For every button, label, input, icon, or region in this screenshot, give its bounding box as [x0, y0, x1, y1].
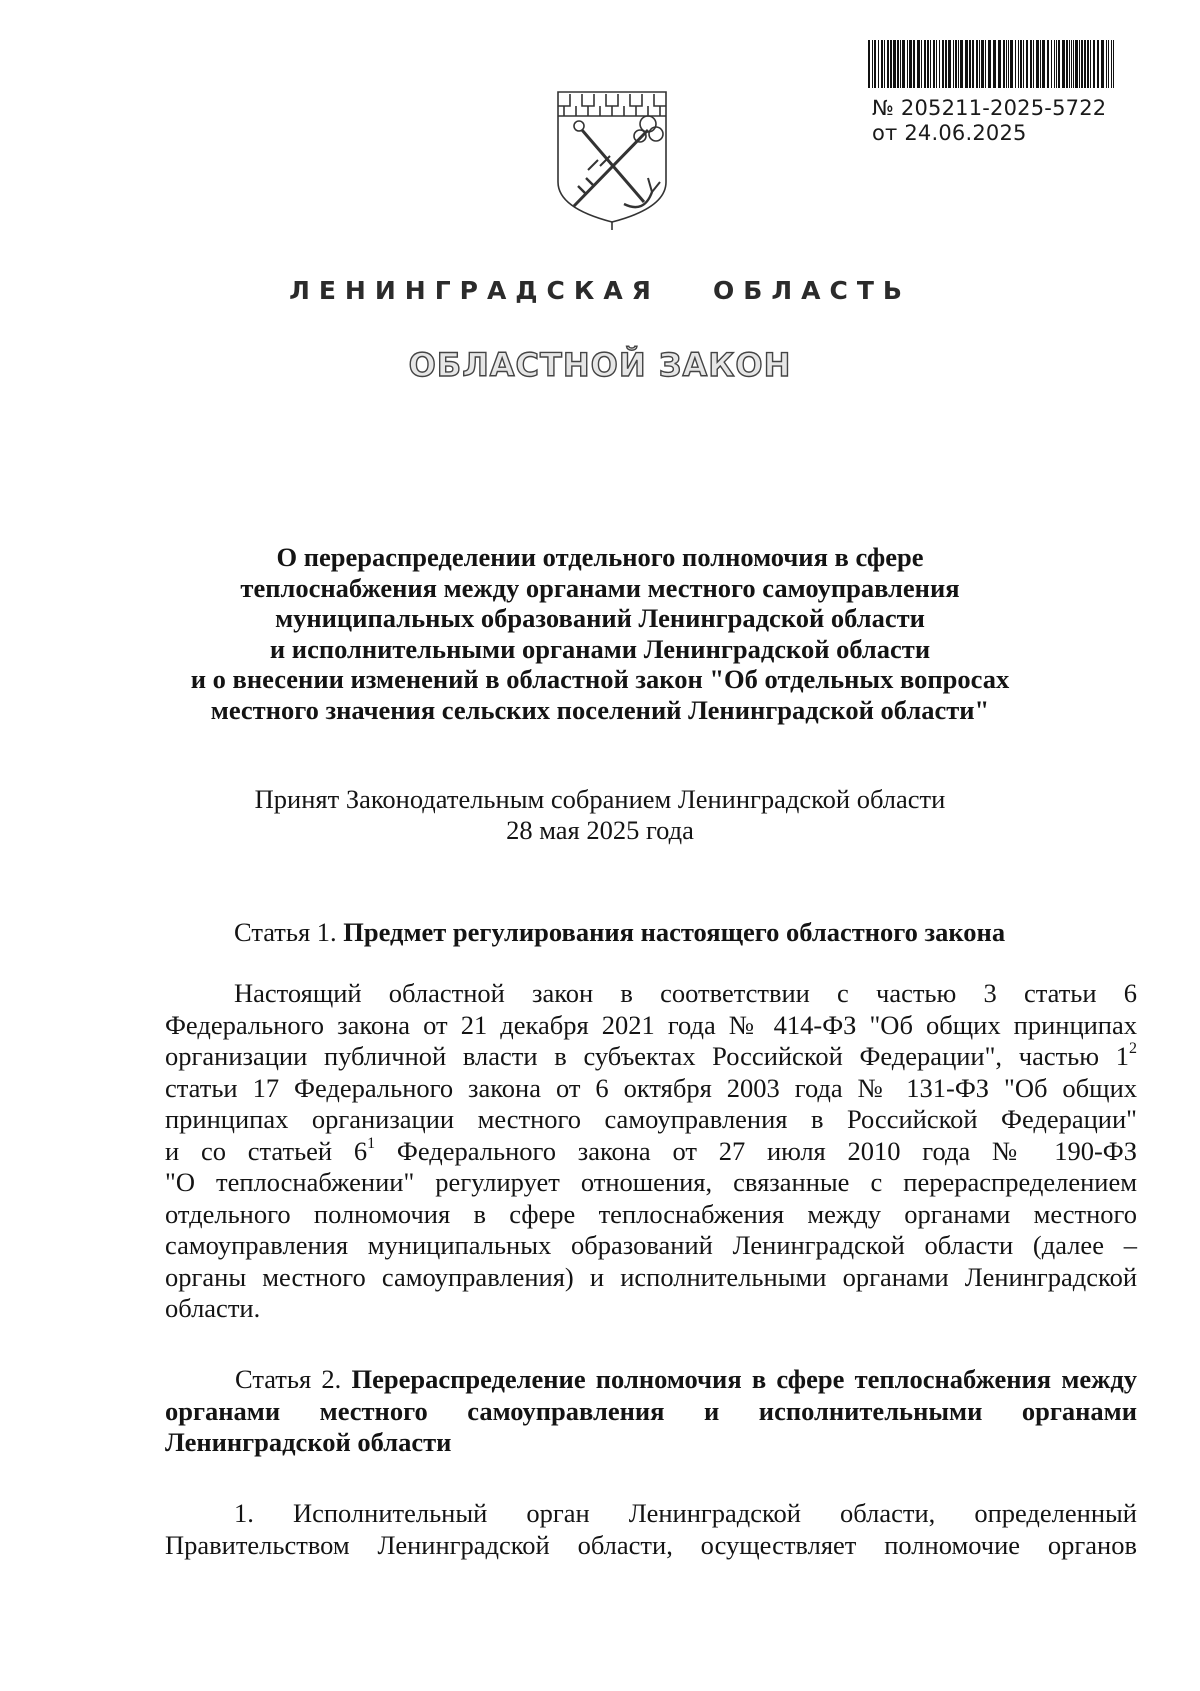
barcode-bar	[1106, 40, 1107, 88]
barcode-bar	[1056, 40, 1057, 88]
barcode-bar	[921, 40, 922, 88]
superscript: 1	[367, 1134, 376, 1152]
paragraph-line-text: Федерального закона от 27 июля 2010 года № 190-ФЗ	[375, 1135, 1138, 1166]
barcode-bar	[1058, 40, 1060, 88]
barcode-bar	[972, 40, 974, 88]
paragraph-line: Настоящий областной закон в соответствии с частью 3 статьи 6	[234, 978, 1137, 1008]
law-title-line: и о внесении изменений в областной закон "Об отдельных вопросах	[190, 664, 1010, 694]
barcode-bar	[1081, 40, 1083, 88]
barcode-bar	[965, 40, 968, 88]
barcode-bar	[893, 40, 896, 88]
barcode-bar	[942, 40, 944, 88]
barcode-bar	[924, 40, 926, 88]
barcode-bar	[1020, 40, 1022, 88]
barcode-bar	[948, 40, 951, 88]
barcode-bar	[1101, 40, 1104, 88]
barcode-bar	[981, 40, 984, 88]
article-1-label: Статья 1.	[234, 917, 337, 947]
paragraph-line	[165, 1041, 1137, 1073]
barcode-bar	[1111, 40, 1112, 88]
barcode-bar	[1040, 40, 1041, 88]
barcode-bar	[933, 40, 935, 88]
paragraph-line: принципах организации местного самоуправления в Российской Федерации"	[165, 1104, 1137, 1134]
paragraph-line: "О теплоснабжении" регулирует отношения, связанные с перераспределением	[165, 1167, 1137, 1197]
barcode-bar	[868, 40, 870, 88]
law-title-line: и исполнительными органами Ленинградской области	[269, 633, 931, 664]
barcode-bar	[1023, 40, 1024, 88]
barcode-bar	[881, 40, 883, 88]
paragraph-line: Правительством Ленинградской области, осуществляет полномочие органов	[165, 1529, 1137, 1560]
barcode-bar	[1075, 40, 1078, 88]
law-title-line: местного значения сельских поселений Ленинградской области"	[210, 694, 990, 725]
barcode-bar	[874, 40, 876, 88]
paragraph-line-text: организации публичной власти в субъектах Российской Федерации", частью 1	[165, 1041, 1129, 1071]
barcode-bar	[927, 40, 929, 88]
barcode-bar	[998, 40, 1001, 88]
adoption-body: Принят Законодательным собранием Ленинградской области	[254, 784, 946, 814]
barcode-bar	[1073, 40, 1074, 88]
barcode-bar	[1090, 40, 1091, 88]
barcode-bar	[1018, 40, 1019, 88]
region-name: ЛЕНИНГРАДСКАЯ ОБЛАСТЬ	[289, 276, 911, 305]
barcode-bar	[913, 40, 915, 88]
barcode-bar	[890, 40, 892, 88]
barcode-bar	[1033, 40, 1034, 88]
barcode-bar	[993, 40, 996, 88]
barcode-bar	[917, 40, 920, 88]
article-2-label: Статья 2.	[235, 1364, 342, 1394]
article-2-paragraph	[165, 1498, 1137, 1561]
paragraph-line: статьи 17 Федерального закона от 6 октября 2003 года № 131-ФЗ "Об общих	[165, 1072, 1137, 1103]
article-1-title: Предмет регулирования настоящего областного закона	[343, 917, 1006, 947]
barcode-bar	[897, 40, 899, 88]
barcode-bar	[1051, 40, 1052, 88]
barcode-bar	[1097, 40, 1099, 88]
barcode-bar	[945, 40, 947, 88]
article-1-paragraph	[165, 978, 1137, 1325]
barcode-bar	[902, 40, 905, 88]
registration-date: от 24.06.2025	[872, 121, 1027, 145]
barcode-bar	[1003, 40, 1005, 88]
barcode-bar	[1062, 40, 1065, 88]
paragraph-line	[165, 1136, 1137, 1168]
barcode-bar	[953, 40, 954, 88]
barcode-bar	[939, 40, 940, 88]
barcode-bar	[909, 40, 912, 88]
paragraph-line: отдельного полномочия в сфере теплоснабжения между органами местного	[165, 1198, 1137, 1229]
law-title	[150, 542, 1050, 725]
paragraph-line: Федерального закона от 21 декабря 2021 года № 414-ФЗ "Об общих принципах	[165, 1009, 1137, 1040]
barcode-bar	[1093, 40, 1095, 88]
article-2-heading	[165, 1364, 1137, 1459]
barcode-bar	[1084, 40, 1086, 88]
barcode-bar	[1006, 40, 1007, 88]
barcode-bar	[1030, 40, 1032, 88]
paragraph-line: области.	[165, 1293, 261, 1323]
barcode-bar	[955, 40, 957, 88]
document-kind: ОБЛАСТНОЙ ЗАКОН	[408, 346, 792, 384]
adoption-note	[150, 784, 1050, 846]
law-title-line: теплоснабжения между органами местного самоуправления	[240, 572, 960, 603]
barcode-bar	[979, 40, 980, 88]
barcode-bar	[985, 40, 986, 88]
barcode-bar	[1087, 40, 1089, 88]
barcode-bar	[988, 40, 991, 88]
barcode-bar	[1036, 40, 1039, 88]
barcode-bar	[1066, 40, 1068, 88]
law-title-line: муниципальных образований Ленинградской области	[275, 603, 925, 633]
barcode-bar	[900, 40, 901, 88]
superscript: 2	[1129, 1040, 1137, 1058]
barcode-bar	[1042, 40, 1045, 88]
barcode-bar	[958, 40, 959, 88]
barcode-bar	[1015, 40, 1016, 88]
law-title-line: О перераспределении отдельного полномочия в сфере	[276, 542, 924, 572]
article-2-title: Перераспределение полномочия в сфере теплоснабжения между органами местного самоуправления и исполнительными органами Ленинградской области	[165, 1364, 1138, 1457]
barcode-bar	[960, 40, 963, 88]
barcode-bar	[1008, 40, 1009, 88]
barcode-bar	[969, 40, 971, 88]
barcode-bar	[884, 40, 885, 88]
barcode-bar	[1069, 40, 1070, 88]
barcode-bar	[1071, 40, 1072, 88]
barcode-bar	[907, 40, 908, 88]
barcode-bar	[872, 40, 873, 88]
barcode-bar	[1026, 40, 1028, 88]
article-1-heading	[234, 917, 1200, 949]
barcode-bar	[1010, 40, 1013, 88]
barcode-bar	[878, 40, 879, 88]
barcode-bar	[1054, 40, 1055, 88]
registration-number: № 205211-2025-5722	[872, 96, 1107, 120]
barcode-bar	[936, 40, 937, 88]
barcode-bar	[1113, 40, 1114, 88]
barcode-bar	[1079, 40, 1080, 88]
barcode-bar	[1108, 40, 1109, 88]
paragraph-line: органы местного самоуправления) и исполнительными органами Ленинградской	[165, 1261, 1137, 1292]
paragraph-line: 1. Исполнительный орган Ленинградской области, определенный	[234, 1498, 1137, 1528]
barcode-bar	[1047, 40, 1049, 88]
adoption-date: 28 мая 2025 года	[506, 815, 694, 845]
paragraph-line-text: и со статьей 6	[165, 1135, 368, 1166]
coat-of-arms-emblem	[552, 86, 672, 232]
barcode-bar	[887, 40, 889, 88]
barcode-bar	[976, 40, 978, 88]
barcode	[866, 40, 1116, 88]
barcode-bar	[930, 40, 931, 88]
paragraph-line: самоуправления муниципальных образований Ленинградской области (далее –	[165, 1230, 1137, 1260]
